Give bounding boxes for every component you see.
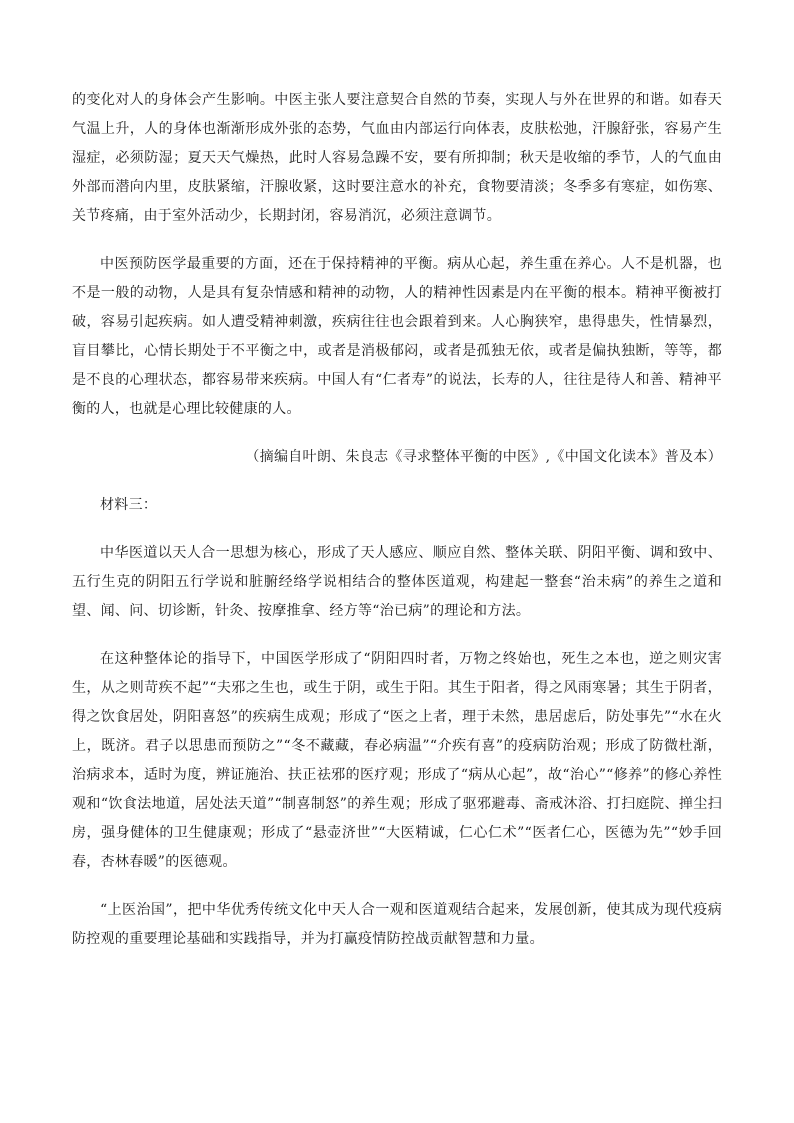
- paragraph-medical-views: 在这种整体论的指导下，中国医学形成了“阴阳四时者，万物之终始也，死生之本也，逆之则灾害生，从之则苛疾不起”“夫邪之生也，或生于阴，或生于阳。其生于阳者，得之风雨寒暑；其生于阴者，得之饮食居处，阴阳喜怒”的疾病生成观；形成了“医之上者，理于未然，患居虑后，防处事先”“水在火上，既济。君子以思患而预防之”“冬不藏藏，春必病温”“介疾有喜”的疫病防治观；形成了防微杜渐，治病求本，适时为度，辨证施治、扶正祛邪的医疗观；形成了“病从心起”，故“治心”“修养”的修心养性观和“饮食法地道，居处法天道”“制喜制怒”的养生观；形成了驱邪避毒、斋戒沐浴、打扫庭院、掸尘扫房，强身健体的卫生健康观；形成了“悬壶济世”“大医精诚，仁心仁术”“医者仁心，医德为先”“妙手回春，杏林春暖”的医德观。: [72, 651, 722, 870]
- source-citation: （摘编自叶朗、朱良志《寻求整体平衡的中医》,《中国文化读本》普及本）: [245, 449, 722, 465]
- material-three-heading: 材料三：: [100, 497, 158, 513]
- paragraph-conclusion: “上医治国”，把中华优秀传统文化中天人合一观和医道观结合起来，发展创新，使其成为现代疫病防控观的重要理论基础和实践指导，并为打赢疫情防控战贡献智慧和力量。: [72, 902, 722, 947]
- paragraph-seasonal-health: 的变化对人的身体会产生影响。中医主张人要注意契合自然的节奏，实现人与外在世界的和谐。如春天气温上升，人的身体也渐渐形成外张的态势，气血由内部运行向体表，皮肤松弛，汗腺舒张，容易产生湿症，必须防湿；夏天天气燥热，此时人容易急躁不安，要有所抑制；秋天是收缩的季节，人的气血由外部而潜向内里，皮肤紧缩，汗腺收紧，这时要注意水的补充，食物要清淡；冬季多有寒症，如伤寒、关节疼痛，由于室外活动少，长期封闭，容易消沉，必须注意调节。: [72, 92, 722, 224]
- paragraph-mental-balance: 中医预防医学最重要的方面，还在于保持精神的平衡。病从心起，养生重在养心。人不是机器，也不是一般的动物，人是具有复杂情感和精神的动物，人的精神性因素是内在平衡的根本。精神平衡被打破，容易引起疾病。如人遭受精神刺激，疾病往往也会跟着到来。人心胸狭窄，患得患失，性情暴烈，盲目攀比，心情长期处于不平衡之中，或者是消极郁闷，或者是孤独无依，或者是偏执独断，等等，都是不良的心理状态，都容易带来疾病。中国人有“仁者寿”的说法，长寿的人，往往是待人和善、精神平衡的人，也就是心理比较健康的人。: [72, 256, 722, 417]
- document-page: [72, 86, 722, 973]
- paragraph-holistic-medicine: 中华医道以天人合一思想为核心，形成了天人感应、顺应自然、整体关联、阴阳平衡、调和致中、五行生克的阴阳五行学说和脏腑经络学说相结合的整体医道观，构建起一整套“治未病”的养生之道和望、闻、问、切诊断，针灸、按摩推拿、经方等“治已病”的理论和方法。: [72, 545, 722, 619]
